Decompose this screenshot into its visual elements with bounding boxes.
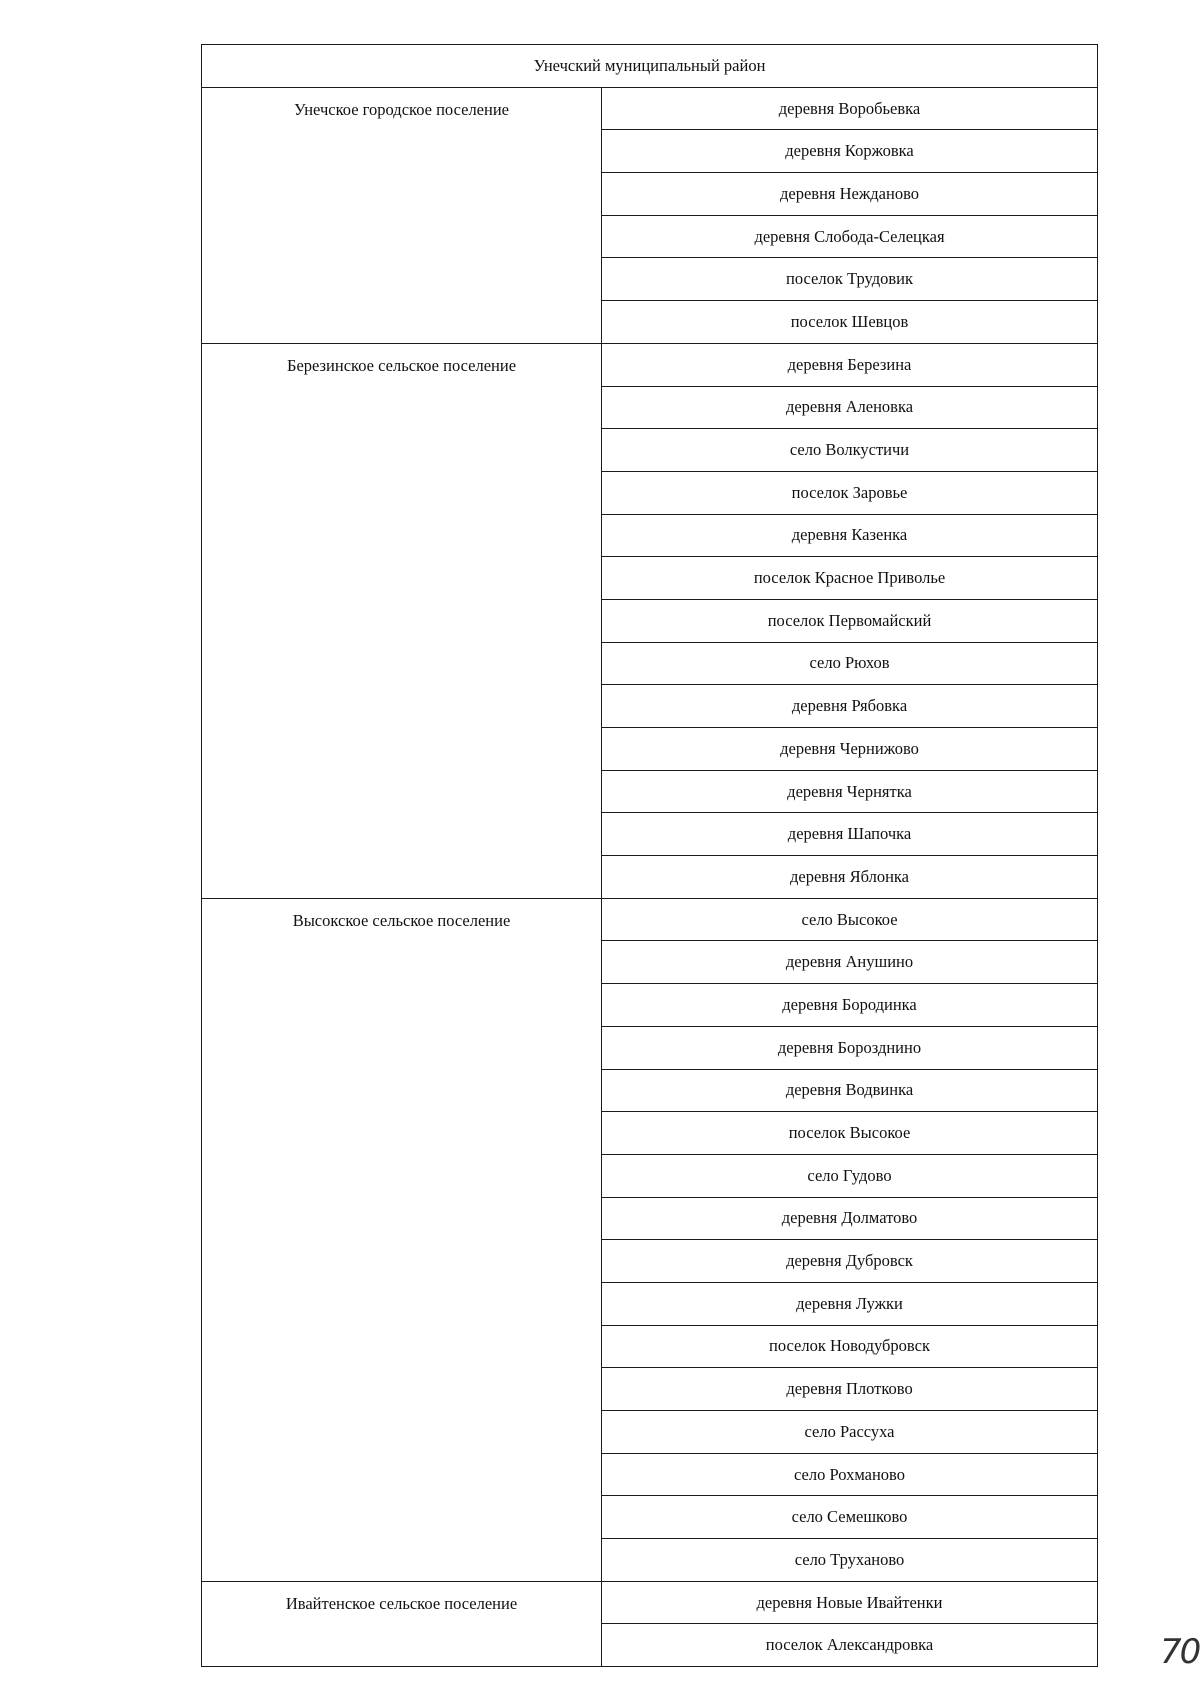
page-number: 70	[1160, 1632, 1200, 1672]
table-row	[202, 87, 1098, 130]
locality-name: поселок Высокое	[602, 1112, 1098, 1155]
locality-name: поселок Александровка	[602, 1624, 1098, 1667]
locality-name: деревня Чернижово	[602, 728, 1098, 771]
locality-name: поселок Трудовик	[602, 258, 1098, 301]
locality-name: деревня Березина	[602, 343, 1098, 386]
locality-name: деревня Слобода-Селецкая	[602, 215, 1098, 258]
table-body	[202, 45, 1098, 1667]
locality-name: поселок Красное Приволье	[602, 557, 1098, 600]
locality-name: деревня Чернятка	[602, 770, 1098, 813]
locality-name: село Гудово	[602, 1154, 1098, 1197]
locality-name: деревня Дубровск	[602, 1240, 1098, 1283]
locality-name: деревня Воробьевка	[602, 87, 1098, 130]
locality-name: деревня Шапочка	[602, 813, 1098, 856]
locality-name: деревня Долматово	[602, 1197, 1098, 1240]
locality-name: деревня Борозднино	[602, 1026, 1098, 1069]
settlements-table	[201, 44, 1098, 1667]
locality-name: село Труханово	[602, 1539, 1098, 1582]
table-row	[202, 343, 1098, 386]
locality-name: деревня Рябовка	[602, 685, 1098, 728]
locality-name: поселок Первомайский	[602, 599, 1098, 642]
locality-name: село Рюхов	[602, 642, 1098, 685]
locality-name: деревня Лужки	[602, 1282, 1098, 1325]
settlement-name: Унечское городское поселение	[202, 87, 602, 343]
table-row	[202, 1581, 1098, 1624]
locality-name: деревня Водвинка	[602, 1069, 1098, 1112]
locality-name: село Семешково	[602, 1496, 1098, 1539]
locality-name: поселок Новодубровск	[602, 1325, 1098, 1368]
locality-name: деревня Нежданово	[602, 173, 1098, 216]
settlement-name: Березинское сельское поселение	[202, 343, 602, 898]
district-header-row	[202, 45, 1098, 88]
locality-name: деревня Новые Ивайтенки	[602, 1581, 1098, 1624]
locality-name: село Волкустичи	[602, 429, 1098, 472]
locality-name: село Рохманово	[602, 1453, 1098, 1496]
locality-name: деревня Казенка	[602, 514, 1098, 557]
locality-name: деревня Плотково	[602, 1368, 1098, 1411]
locality-name: деревня Яблонка	[602, 856, 1098, 899]
locality-name: село Высокое	[602, 898, 1098, 941]
locality-name: поселок Шевцов	[602, 301, 1098, 344]
locality-name: деревня Бородинка	[602, 984, 1098, 1027]
settlement-name: Высокское сельское поселение	[202, 898, 602, 1581]
district-name: Унечский муниципальный район	[202, 45, 1098, 88]
locality-name: поселок Заровье	[602, 471, 1098, 514]
table-row	[202, 898, 1098, 941]
settlement-name: Ивайтенское сельское поселение	[202, 1581, 602, 1666]
locality-name: деревня Анушино	[602, 941, 1098, 984]
locality-name: деревня Аленовка	[602, 386, 1098, 429]
locality-name: деревня Коржовка	[602, 130, 1098, 173]
locality-name: село Рассуха	[602, 1411, 1098, 1454]
